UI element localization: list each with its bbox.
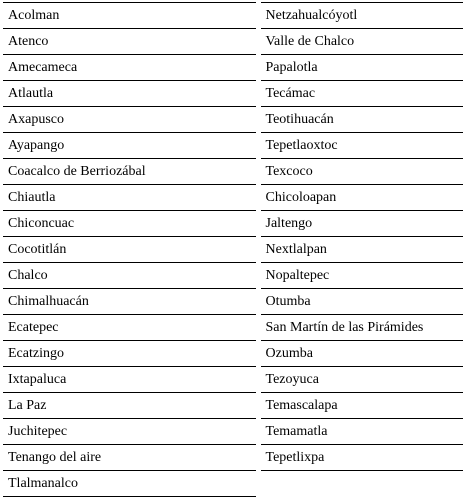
municipality-cell-left: Cocotitlán — [3, 237, 258, 263]
municipality-cell-right: San Martín de las Pirámides — [258, 315, 463, 341]
table-row — [3, 55, 463, 81]
municipality-cell-right: Tepetlixpa — [258, 445, 463, 471]
municipality-cell-left: Ecatzingo — [3, 341, 258, 367]
municipality-cell-left: Chiconcuac — [3, 211, 258, 237]
table-row — [3, 315, 463, 341]
municipality-cell-left: La Paz — [3, 393, 258, 419]
municipality-cell-right: Papalotla — [258, 55, 463, 81]
municipalities-table-body — [3, 3, 463, 497]
table-row — [3, 211, 463, 237]
municipality-cell-right: Valle de Chalco — [258, 29, 463, 55]
municipality-cell-left: Axapusco — [3, 107, 258, 133]
table-row — [3, 367, 463, 393]
municipality-cell-right: Nopaltepec — [258, 263, 463, 289]
table-row — [3, 81, 463, 107]
table-row — [3, 159, 463, 185]
municipality-cell-right: Teotihuacán — [258, 107, 463, 133]
municipality-cell-right: Chicoloapan — [258, 185, 463, 211]
municipalities-table — [3, 2, 463, 497]
municipality-cell-left: Ecatepec — [3, 315, 258, 341]
document-page — [3, 2, 463, 497]
table-row — [3, 107, 463, 133]
municipality-cell-left: Amecameca — [3, 55, 258, 81]
municipality-cell-right: Tepetlaoxtoc — [258, 133, 463, 159]
table-row — [3, 29, 463, 55]
municipality-cell-left: Atlautla — [3, 81, 258, 107]
table-row — [3, 341, 463, 367]
municipality-cell-right: Otumba — [258, 289, 463, 315]
municipality-cell-right: Jaltengo — [258, 211, 463, 237]
municipality-cell-right: Tecámac — [258, 81, 463, 107]
municipality-cell-left: Chimalhuacán — [3, 289, 258, 315]
municipality-cell-left: Juchitepec — [3, 419, 258, 445]
municipality-cell-right: Ozumba — [258, 341, 463, 367]
municipality-cell-left: Tlalmanalco — [3, 471, 258, 497]
table-row — [3, 237, 463, 263]
table-row — [3, 3, 463, 29]
municipality-cell-left: Ayapango — [3, 133, 258, 159]
municipality-cell-right: Nextlalpan — [258, 237, 463, 263]
municipality-cell-right: Tezoyuca — [258, 367, 463, 393]
municipality-cell-left: Chalco — [3, 263, 258, 289]
municipality-cell-left: Coacalco de Berriozábal — [3, 159, 258, 185]
table-row — [3, 185, 463, 211]
municipality-cell-right — [258, 471, 463, 497]
table-row — [3, 289, 463, 315]
table-row — [3, 471, 463, 497]
municipality-cell-left: Tenango del aire — [3, 445, 258, 471]
table-row — [3, 393, 463, 419]
table-row — [3, 419, 463, 445]
municipality-cell-left: Chiautla — [3, 185, 258, 211]
municipality-cell-left: Ixtapaluca — [3, 367, 258, 393]
municipality-cell-right: Netzahualcóyotl — [258, 3, 463, 29]
municipality-cell-left: Atenco — [3, 29, 258, 55]
table-row — [3, 445, 463, 471]
table-row — [3, 133, 463, 159]
municipality-cell-right: Texcoco — [258, 159, 463, 185]
municipality-cell-left: Acolman — [3, 3, 258, 29]
municipality-cell-right: Temascalapa — [258, 393, 463, 419]
table-row — [3, 263, 463, 289]
municipality-cell-right: Temamatla — [258, 419, 463, 445]
